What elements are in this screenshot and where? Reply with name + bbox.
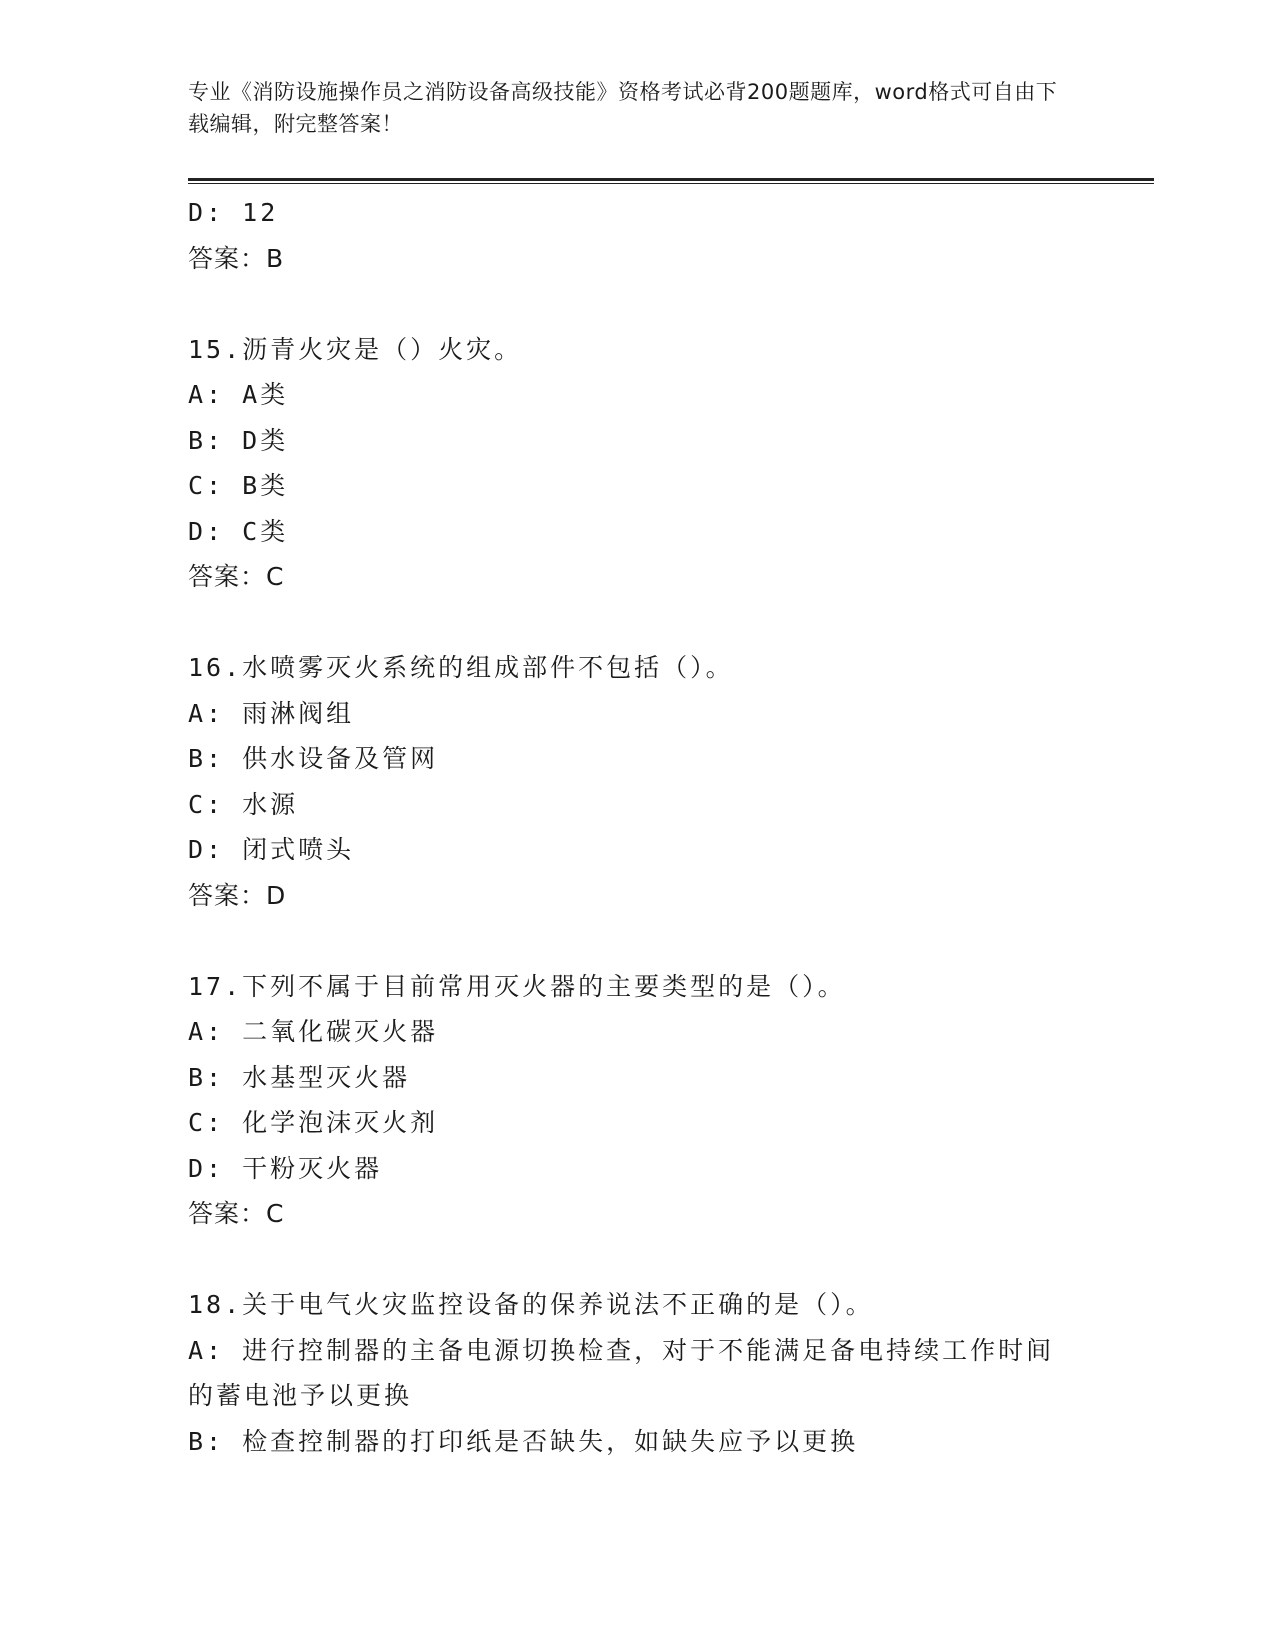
spacer	[188, 600, 1088, 646]
option-a: A: 二氧化碳灭火器	[188, 1017, 439, 1046]
question-15	[188, 327, 1088, 600]
question-list	[188, 190, 1088, 1464]
option-d: D: C类	[188, 516, 289, 546]
spacer	[188, 1237, 1088, 1283]
answer-line: 答案：B	[188, 243, 285, 273]
option-d: D: 干粉灭火器	[188, 1153, 383, 1183]
option-d: D: 12	[188, 198, 279, 227]
option-d: D: 闭式喷头	[188, 835, 355, 864]
option-b: B: 供水设备及管网	[188, 744, 439, 773]
option-b: B: 水基型灭火器	[188, 1062, 411, 1092]
header-divider-thick	[188, 178, 1154, 181]
document-title: 专业《消防设施操作员之消防设备高级技能》资格考试必背200题题库，word格式可自由下载编辑，附完整答案！	[188, 80, 1058, 136]
question-16	[188, 645, 1088, 918]
option-b: B: 检查控制器的打印纸是否缺失，如缺失应予以更换	[188, 1426, 859, 1456]
option-a: A: 雨淋阀组	[188, 698, 355, 728]
option-c: C: 水源	[188, 789, 299, 819]
question-stem: 17.下列不属于目前常用灭火器的主要类型的是（）。	[188, 971, 846, 1001]
option-a: A: 进行控制器的主备电源切换检查，对于不能满足备电持续工作时间的蓄电池予以更换	[188, 1335, 1055, 1410]
question-stem: 15.沥青火灾是（）火灾。	[188, 334, 523, 364]
question-18	[188, 1282, 1088, 1464]
option-a: A: A类	[188, 380, 289, 409]
option-c: C: B类	[188, 471, 289, 500]
question-stem: 16.水喷雾灭火系统的组成部件不包括（）。	[188, 653, 734, 682]
page-header	[188, 76, 1068, 140]
option-b: B: D类	[188, 425, 289, 455]
question-stem: 18.关于电气火灾监控设备的保养说法不正确的是（）。	[188, 1290, 874, 1319]
spacer	[188, 281, 1088, 327]
answer-line: 答案：C	[188, 1199, 285, 1228]
header-divider-thin	[188, 183, 1154, 184]
question-17	[188, 964, 1088, 1237]
spacer	[188, 918, 1088, 964]
answer-line: 答案：C	[188, 562, 285, 591]
answer-line: 答案：D	[188, 880, 287, 910]
option-c: C: 化学泡沫灭火剂	[188, 1108, 439, 1137]
